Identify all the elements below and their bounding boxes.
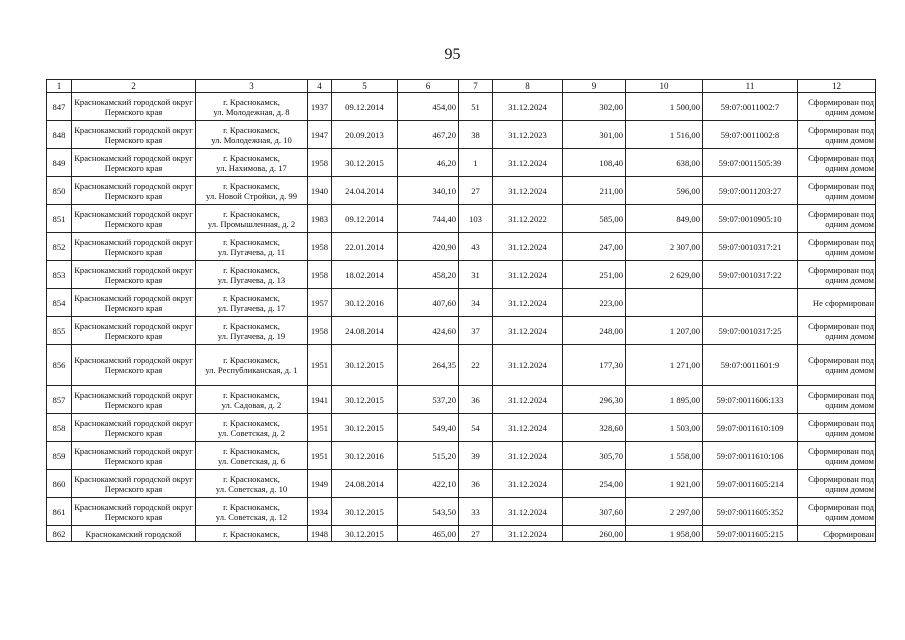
residents-cell: 1	[459, 149, 493, 177]
municipality-cell: Краснокамский городской округ Пермского края	[72, 149, 196, 177]
status-cell: Сформирован под одним домом	[798, 261, 876, 289]
housing-registry-table	[46, 79, 876, 542]
table-row	[47, 386, 876, 414]
land-extra-cell: 1 895,00	[626, 386, 703, 414]
row-number: 862	[47, 526, 72, 542]
area-cell: 537,20	[398, 386, 459, 414]
status-cell: Сформирован под одним домом	[798, 177, 876, 205]
address-city: г. Краснокамск,	[223, 320, 280, 331]
row-number: 849	[47, 149, 72, 177]
address-street: ул. Новой Стройки, д. 99	[205, 190, 298, 201]
address-street: ул. Республиканская, д. 1	[205, 365, 298, 375]
column-header: 11	[703, 80, 798, 93]
address-cell	[196, 386, 308, 414]
residents-cell: 43	[459, 233, 493, 261]
row-number: 861	[47, 498, 72, 526]
municipality-cell: Краснокамский городской округ Пермского края	[72, 386, 196, 414]
address-city: г. Краснокамск,	[223, 292, 280, 303]
row-number: 850	[47, 177, 72, 205]
address-street: ул. Пугачева, д. 11	[217, 246, 286, 257]
status-cell: Сформирован под одним домом	[798, 386, 876, 414]
cadastral-number-cell: 59:07:0011605:352	[703, 498, 798, 526]
address-city: г. Краснокамск,	[223, 264, 280, 275]
land-area-cell: 301,00	[563, 121, 626, 149]
land-area-cell: 177,30	[563, 345, 626, 386]
status-cell: Не сформирован	[798, 289, 876, 317]
deadline-cell: 31.12.2023	[493, 121, 563, 149]
address-city: г. Краснокамск,	[223, 417, 280, 428]
cadastral-number-cell: 59:07:0011610:106	[703, 442, 798, 470]
year-cell: 1983	[308, 205, 332, 233]
survey-date-cell: 24.08.2014	[332, 317, 398, 345]
area-cell: 549,40	[398, 414, 459, 442]
status-cell: Сформирован под одним домом	[798, 93, 876, 121]
table-row	[47, 498, 876, 526]
year-cell: 1958	[308, 149, 332, 177]
survey-date-cell: 20.09.2013	[332, 121, 398, 149]
residents-cell: 34	[459, 289, 493, 317]
land-extra-cell: 2 629,00	[626, 261, 703, 289]
deadline-cell: 31.12.2022	[493, 205, 563, 233]
address-cell	[196, 205, 308, 233]
residents-cell: 31	[459, 261, 493, 289]
cadastral-number-cell: 59:07:0010317:22	[703, 261, 798, 289]
table-row	[47, 317, 876, 345]
address-cell	[196, 177, 308, 205]
municipality-cell: Краснокамский городской округ Пермского края	[72, 345, 196, 386]
land-area-cell: 296,30	[563, 386, 626, 414]
area-cell: 340,10	[398, 177, 459, 205]
residents-cell: 38	[459, 121, 493, 149]
column-header: 12	[798, 80, 876, 93]
area-cell: 467,20	[398, 121, 459, 149]
address-city: г. Краснокамск,	[223, 355, 280, 365]
municipality-cell: Краснокамский городской округ Пермского края	[72, 498, 196, 526]
land-extra-cell: 1 271,00	[626, 345, 703, 386]
deadline-cell: 31.12.2024	[493, 149, 563, 177]
row-number: 856	[47, 345, 72, 386]
column-header: 7	[459, 80, 493, 93]
survey-date-cell: 30.12.2015	[332, 149, 398, 177]
municipality-cell: Краснокамский городской округ Пермского края	[72, 414, 196, 442]
cadastral-number-cell: 59:07:0010905:10	[703, 205, 798, 233]
column-header: 6	[398, 80, 459, 93]
address-street: ул. Советская, д. 10	[215, 483, 288, 494]
municipality-cell: Краснокамский городской округ Пермского края	[72, 289, 196, 317]
municipality-cell: Краснокамский городской	[72, 526, 196, 542]
municipality-cell: Краснокамский городской округ Пермского края	[72, 442, 196, 470]
area-cell: 422,10	[398, 470, 459, 498]
deadline-cell: 31.12.2024	[493, 526, 563, 542]
cadastral-number-cell: 59:07:0010317:25	[703, 317, 798, 345]
address-city: г. Краснокамск,	[223, 389, 280, 400]
table-body	[47, 93, 876, 542]
status-cell: Сформирован под одним домом	[798, 442, 876, 470]
year-cell: 1949	[308, 470, 332, 498]
year-cell: 1958	[308, 233, 332, 261]
deadline-cell: 31.12.2024	[493, 177, 563, 205]
land-area-cell: 247,00	[563, 233, 626, 261]
deadline-cell: 31.12.2024	[493, 261, 563, 289]
land-area-cell: 254,00	[563, 470, 626, 498]
deadline-cell: 31.12.2024	[493, 470, 563, 498]
municipality-cell: Краснокамский городской округ Пермского края	[72, 93, 196, 121]
table-row	[47, 121, 876, 149]
page-number: 95	[444, 46, 461, 63]
year-cell: 1958	[308, 317, 332, 345]
address-cell	[196, 470, 308, 498]
deadline-cell: 31.12.2024	[493, 233, 563, 261]
address-city: г. Краснокамск,	[223, 152, 280, 163]
deadline-cell: 31.12.2024	[493, 442, 563, 470]
deadline-cell: 31.12.2024	[493, 414, 563, 442]
row-number: 857	[47, 386, 72, 414]
land-area-cell: 585,00	[563, 205, 626, 233]
land-extra-cell: 1 500,00	[626, 93, 703, 121]
land-extra-cell: 1 207,00	[626, 317, 703, 345]
area-cell: 407,60	[398, 289, 459, 317]
row-number: 847	[47, 93, 72, 121]
row-number: 852	[47, 233, 72, 261]
land-extra-cell	[626, 289, 703, 317]
address-street: ул. Советская, д. 2	[217, 427, 286, 438]
address-cell	[196, 149, 308, 177]
address-cell	[196, 498, 308, 526]
address-cell	[196, 317, 308, 345]
land-extra-cell: 1 921,00	[626, 470, 703, 498]
cadastral-number-cell: 59:07:0011203:27	[703, 177, 798, 205]
municipality-cell: Краснокамский городской округ Пермского края	[72, 121, 196, 149]
address-city: г. Краснокамск,	[223, 180, 280, 191]
address-city: г. Краснокамск,	[223, 501, 280, 512]
area-cell: 744,40	[398, 205, 459, 233]
table-row	[47, 414, 876, 442]
cadastral-number-cell: 59:07:0010317:21	[703, 233, 798, 261]
row-number: 854	[47, 289, 72, 317]
land-extra-cell: 1 958,00	[626, 526, 703, 542]
column-header: 5	[332, 80, 398, 93]
land-extra-cell: 849,00	[626, 205, 703, 233]
land-area-cell: 260,00	[563, 526, 626, 542]
table-row	[47, 289, 876, 317]
address-cell	[196, 414, 308, 442]
table-header	[47, 80, 876, 93]
residents-cell: 22	[459, 345, 493, 386]
area-cell: 515,20	[398, 442, 459, 470]
column-header: 1	[47, 80, 72, 93]
land-extra-cell: 2 297,00	[626, 498, 703, 526]
column-header: 3	[196, 80, 308, 93]
column-header: 2	[72, 80, 196, 93]
table-row	[47, 149, 876, 177]
address-street: ул. Молодежная, д. 8	[213, 106, 290, 117]
survey-date-cell: 24.04.2014	[332, 177, 398, 205]
address-street: ул. Пугачева, д. 13	[217, 274, 286, 285]
land-area-cell: 305,70	[563, 442, 626, 470]
area-cell: 420,90	[398, 233, 459, 261]
survey-date-cell: 22.01.2014	[332, 233, 398, 261]
column-header: 4	[308, 80, 332, 93]
address-street: ул. Советская, д. 12	[215, 511, 288, 522]
status-cell: Сформирован под одним домом	[798, 205, 876, 233]
row-number: 851	[47, 205, 72, 233]
table-row	[47, 261, 876, 289]
survey-date-cell: 09.12.2014	[332, 93, 398, 121]
land-area-cell: 307,60	[563, 498, 626, 526]
table-row	[47, 205, 876, 233]
column-number-row	[47, 80, 876, 93]
land-area-cell: 302,00	[563, 93, 626, 121]
table-row	[47, 93, 876, 121]
status-cell: Сформирован под одним домом	[798, 317, 876, 345]
address-city: г. Краснокамск,	[223, 236, 280, 247]
address-street: ул. Нахимова, д. 17	[216, 162, 287, 173]
year-cell: 1948	[308, 526, 332, 542]
municipality-cell: Краснокамский городской округ Пермского края	[72, 177, 196, 205]
year-cell: 1957	[308, 289, 332, 317]
cadastral-number-cell	[703, 289, 798, 317]
column-header: 8	[493, 80, 563, 93]
year-cell: 1958	[308, 261, 332, 289]
year-cell: 1941	[308, 386, 332, 414]
address-cell	[196, 526, 308, 542]
table-row	[47, 526, 876, 542]
residents-cell: 36	[459, 386, 493, 414]
residents-cell: 33	[459, 498, 493, 526]
land-area-cell: 211,00	[563, 177, 626, 205]
row-number: 855	[47, 317, 72, 345]
land-extra-cell: 638,00	[626, 149, 703, 177]
cadastral-number-cell: 59:07:0011002:7	[703, 93, 798, 121]
status-cell: Сформирован под одним домом	[798, 470, 876, 498]
survey-date-cell: 30.12.2016	[332, 442, 398, 470]
address-cell	[196, 121, 308, 149]
municipality-cell: Краснокамский городской округ Пермского края	[72, 317, 196, 345]
column-header: 9	[563, 80, 626, 93]
address-city: г. Краснокамск,	[223, 528, 280, 539]
row-number: 853	[47, 261, 72, 289]
deadline-cell: 31.12.2024	[493, 289, 563, 317]
address-city: г. Краснокамск,	[223, 124, 280, 135]
municipality-cell: Краснокамский городской округ Пермского края	[72, 205, 196, 233]
cadastral-number-cell: 59:07:0011605:215	[703, 526, 798, 542]
status-cell: Сформирован под одним домом	[798, 149, 876, 177]
status-cell: Сформирован под одним домом	[798, 414, 876, 442]
survey-date-cell: 24.08.2014	[332, 470, 398, 498]
column-header: 10	[626, 80, 703, 93]
area-cell: 465,00	[398, 526, 459, 542]
municipality-cell: Краснокамский городской округ Пермского края	[72, 233, 196, 261]
survey-date-cell: 30.12.2015	[332, 386, 398, 414]
area-cell: 46,20	[398, 149, 459, 177]
address-city: г. Краснокамск,	[223, 208, 280, 219]
land-area-cell: 108,40	[563, 149, 626, 177]
deadline-cell: 31.12.2024	[493, 317, 563, 345]
status-cell: Сформирован	[798, 526, 876, 542]
address-city: г. Краснокамск,	[223, 445, 280, 456]
survey-date-cell: 30.12.2015	[332, 345, 398, 386]
area-cell: 458,20	[398, 261, 459, 289]
address-cell	[196, 233, 308, 261]
survey-date-cell: 30.12.2015	[332, 498, 398, 526]
status-cell: Сформирован под одним домом	[798, 233, 876, 261]
address-city: г. Краснокамск,	[223, 96, 280, 107]
land-area-cell: 328,60	[563, 414, 626, 442]
survey-date-cell: 18.02.2014	[332, 261, 398, 289]
year-cell: 1940	[308, 177, 332, 205]
cadastral-number-cell: 59:07:0011606:133	[703, 386, 798, 414]
residents-cell: 54	[459, 414, 493, 442]
residents-cell: 39	[459, 442, 493, 470]
year-cell: 1934	[308, 498, 332, 526]
survey-date-cell: 30.12.2015	[332, 526, 398, 542]
address-cell	[196, 289, 308, 317]
deadline-cell: 31.12.2024	[493, 498, 563, 526]
area-cell: 543,50	[398, 498, 459, 526]
address-street: ул. Промышленная, д. 2	[207, 218, 296, 229]
cadastral-number-cell: 59:07:0011605:214	[703, 470, 798, 498]
cadastral-number-cell: 59:07:0011002:8	[703, 121, 798, 149]
residents-cell: 36	[459, 470, 493, 498]
land-area-cell: 251,00	[563, 261, 626, 289]
year-cell: 1951	[308, 442, 332, 470]
area-cell: 264,35	[398, 345, 459, 386]
deadline-cell: 31.12.2024	[493, 93, 563, 121]
residents-cell: 27	[459, 526, 493, 542]
cadastral-number-cell: 59:07:0011610:109	[703, 414, 798, 442]
residents-cell: 37	[459, 317, 493, 345]
land-area-cell: 248,00	[563, 317, 626, 345]
year-cell: 1951	[308, 414, 332, 442]
table-row	[47, 470, 876, 498]
status-cell: Сформирован под одним домом	[798, 498, 876, 526]
address-street: ул. Пугачева, д. 17	[217, 302, 286, 313]
land-extra-cell: 596,00	[626, 177, 703, 205]
survey-date-cell: 30.12.2015	[332, 414, 398, 442]
land-extra-cell: 1 558,00	[626, 442, 703, 470]
land-extra-cell: 1 516,00	[626, 121, 703, 149]
address-cell	[196, 93, 308, 121]
cadastral-number-cell: 59:07:0011601:9	[703, 345, 798, 386]
municipality-cell: Краснокамский городской округ Пермского края	[72, 261, 196, 289]
address-city: г. Краснокамск,	[223, 473, 280, 484]
cadastral-number-cell: 59:07:0011505:39	[703, 149, 798, 177]
survey-date-cell: 09.12.2014	[332, 205, 398, 233]
row-number: 859	[47, 442, 72, 470]
row-number: 860	[47, 470, 72, 498]
year-cell: 1937	[308, 93, 332, 121]
address-cell	[196, 261, 308, 289]
address-street: ул. Садовая, д. 2	[221, 399, 282, 410]
address-street: ул. Советская, д. 6	[217, 455, 286, 466]
table-row	[47, 177, 876, 205]
land-extra-cell: 2 307,00	[626, 233, 703, 261]
residents-cell: 51	[459, 93, 493, 121]
address-street: ул. Пугачева, д. 19	[217, 330, 286, 341]
municipality-cell: Краснокамский городской округ Пермского края	[72, 470, 196, 498]
table-row	[47, 442, 876, 470]
row-number: 858	[47, 414, 72, 442]
year-cell: 1951	[308, 345, 332, 386]
address-street: ул. Молодежная, д. 10	[211, 134, 292, 145]
land-extra-cell: 1 503,00	[626, 414, 703, 442]
residents-cell: 27	[459, 177, 493, 205]
area-cell: 454,00	[398, 93, 459, 121]
address-cell	[196, 345, 308, 386]
land-area-cell: 223,00	[563, 289, 626, 317]
survey-date-cell: 30.12.2016	[332, 289, 398, 317]
table-row	[47, 233, 876, 261]
table-row	[47, 345, 876, 386]
status-cell: Сформирован под одним домом	[798, 345, 876, 386]
status-cell: Сформирован под одним домом	[798, 121, 876, 149]
year-cell: 1947	[308, 121, 332, 149]
row-number: 848	[47, 121, 72, 149]
deadline-cell: 31.12.2024	[493, 345, 563, 386]
residents-cell: 103	[459, 205, 493, 233]
address-cell	[196, 442, 308, 470]
area-cell: 424,60	[398, 317, 459, 345]
deadline-cell: 31.12.2024	[493, 386, 563, 414]
